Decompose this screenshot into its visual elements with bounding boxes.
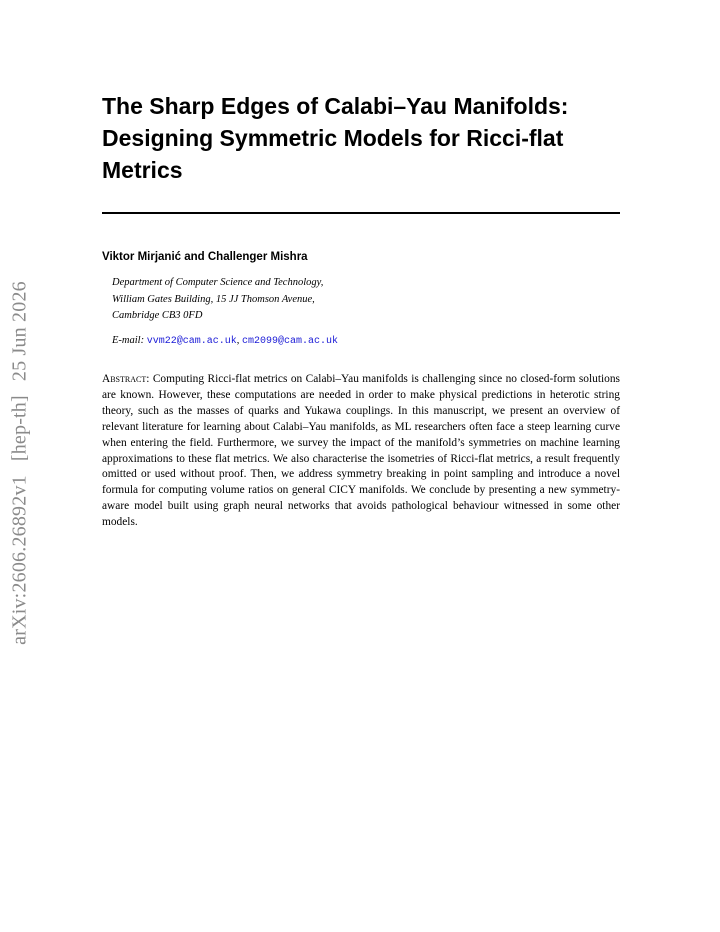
title-line: The Sharp Edges of Calabi–Yau Manifolds: <box>102 93 569 119</box>
author-list: Viktor Mirjanić and Challenger Mishra <box>102 251 308 263</box>
title-line: Metrics <box>102 157 183 183</box>
arxiv-id: arXiv:2606.26892v1 <box>8 475 31 645</box>
abstract-heading: Abstract <box>102 373 147 385</box>
paper-title <box>102 90 622 186</box>
affiliation-line: Department of Computer Science and Technology, <box>112 277 324 288</box>
email-link[interactable]: vvm22@cam.ac.uk <box>146 336 237 347</box>
arxiv-date: 25 Jun 2026 <box>8 281 31 382</box>
email-label: E-mail: <box>112 335 145 346</box>
email-line <box>112 335 338 347</box>
abstract <box>102 372 620 531</box>
abstract-colon: : <box>146 373 150 385</box>
title-rule <box>102 212 620 214</box>
affiliation-line: William Gates Building, 15 JJ Thomson Avenue, <box>112 293 315 305</box>
email-link[interactable]: cm2099@cam.ac.uk <box>241 336 338 347</box>
email-separator: , <box>236 335 240 346</box>
affiliation-line: Cambridge CB3 0FD <box>112 310 203 321</box>
arxiv-identifier-stamp <box>9 281 32 645</box>
abstract-text: Computing Ricci-flat metrics on Calabi–Yau manifolds is challenging since no closed-form solutions are known. However, these computations are needed in order to make physical predictions in heterotic string theory, such as the masses of quarks and Yukawa couplings. In this manuscript, we present an overview of relevant literature for learning about Calabi–Yau manifolds, as ML researchers often face a steep learning curve when entering the field. Furthermore, we survey the impact of the manifold’s symmetries on machine learning approximations to these flat metrics. We also characterise the isometries of Ricci-flat metrics, a result frequently omitted or used without proof. Then, we address symmetry breaking in point sampling and introduce a novel formula for computing volume ratios on general CICY manifolds. We conclude by presenting a new symmetry-aware model built using graph neural networks that avoids pathological behaviour witnessed in some other models. <box>102 373 620 529</box>
arxiv-category: [hep-th] <box>8 395 31 462</box>
title-line: Designing Symmetric Models for Ricci-flat <box>102 125 564 151</box>
affiliation <box>112 275 323 325</box>
